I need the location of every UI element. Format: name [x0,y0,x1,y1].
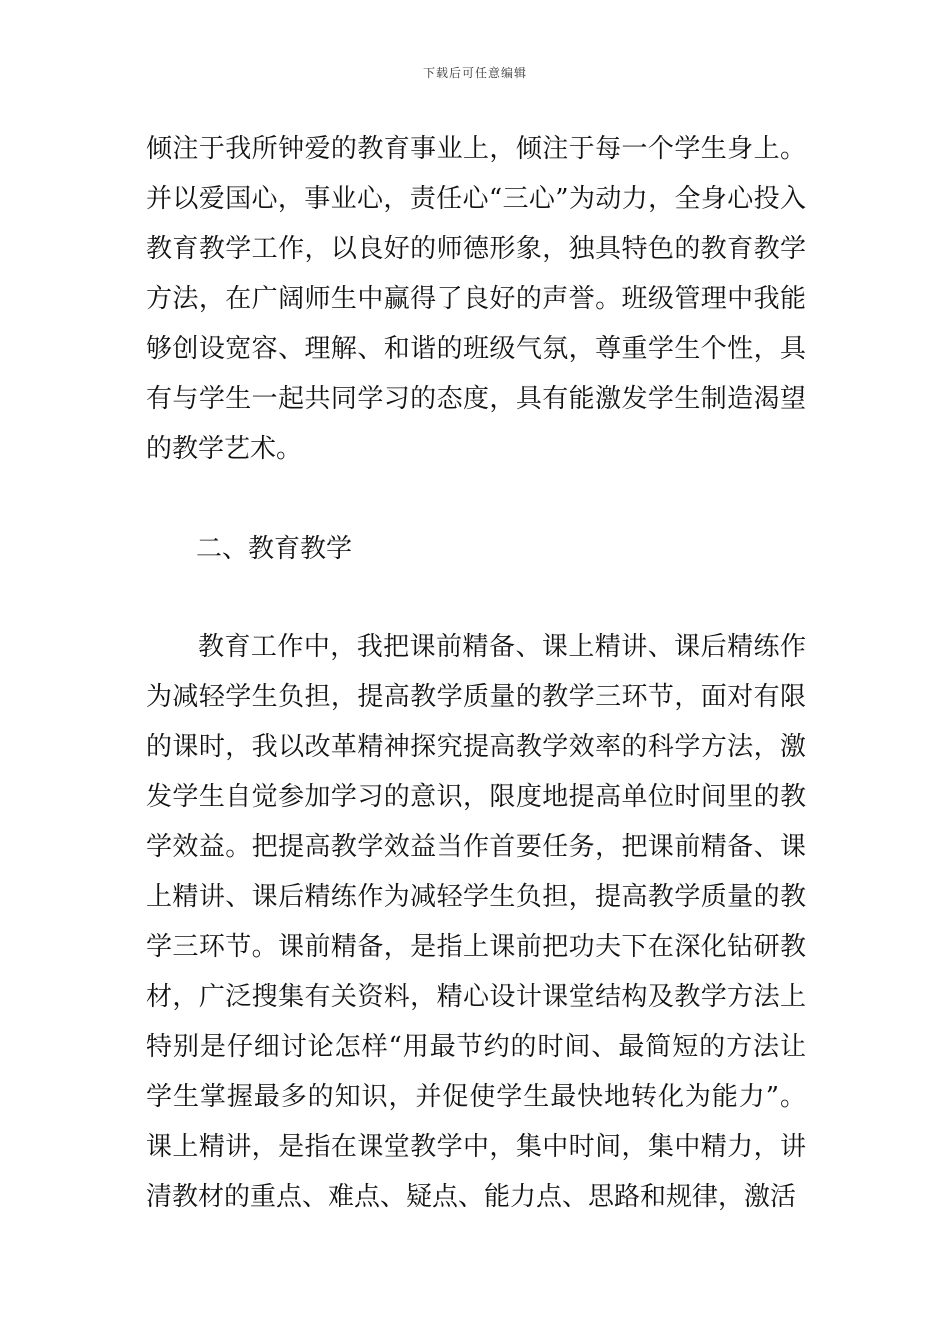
paragraph-1: 倾注于我所钟爱的教育事业上，倾注于每一个学生身上。并以爱国心，事业心，责任心“三心”为动力，全身心投入教育教学工作，以良好的师德形象，独具特色的教育教学方法，在广阔师生中赢得了良好的声誉。班级管理中我能够创设宽容、理解、和谐的班级气氛，尊重学生个性，具有与学生一起共同学习的态度，具有能激发学生制造渴望的教学艺术。 [146,134,806,464]
paragraph-2: 教育工作中，我把课前精备、课上精讲、课后精练作为减轻学生负担，提高教学质量的教学三环节，面对有限的课时，我以改革精神探究提高教学效率的科学方法，激发学生自觉参加学习的意识，限度地提高单位时间里的教学效益。把提高教学效益当作首要任务，把课前精备、课上精讲、课后精练作为减轻学生负担，提高教学质量的教学三环节。课前精备，是指上课前把功夫下在深化钻研教材，广泛搜集有关资料，精心设计课堂结构及教学方法上特别是仔细讨论怎样“用最节约的时间、最简短的方法让学生掌握最多的知识，并促使学生最快地转化为能力”。课上精讲，是指在课堂教学中，集中时间，集中精力，讲清教材的重点、难点、疑点、能力点、思路和规律，激活 [146,632,806,1212]
section-heading: 二、教育教学 [196,534,353,564]
header-note: 下载后可任意编辑 [422,66,527,80]
